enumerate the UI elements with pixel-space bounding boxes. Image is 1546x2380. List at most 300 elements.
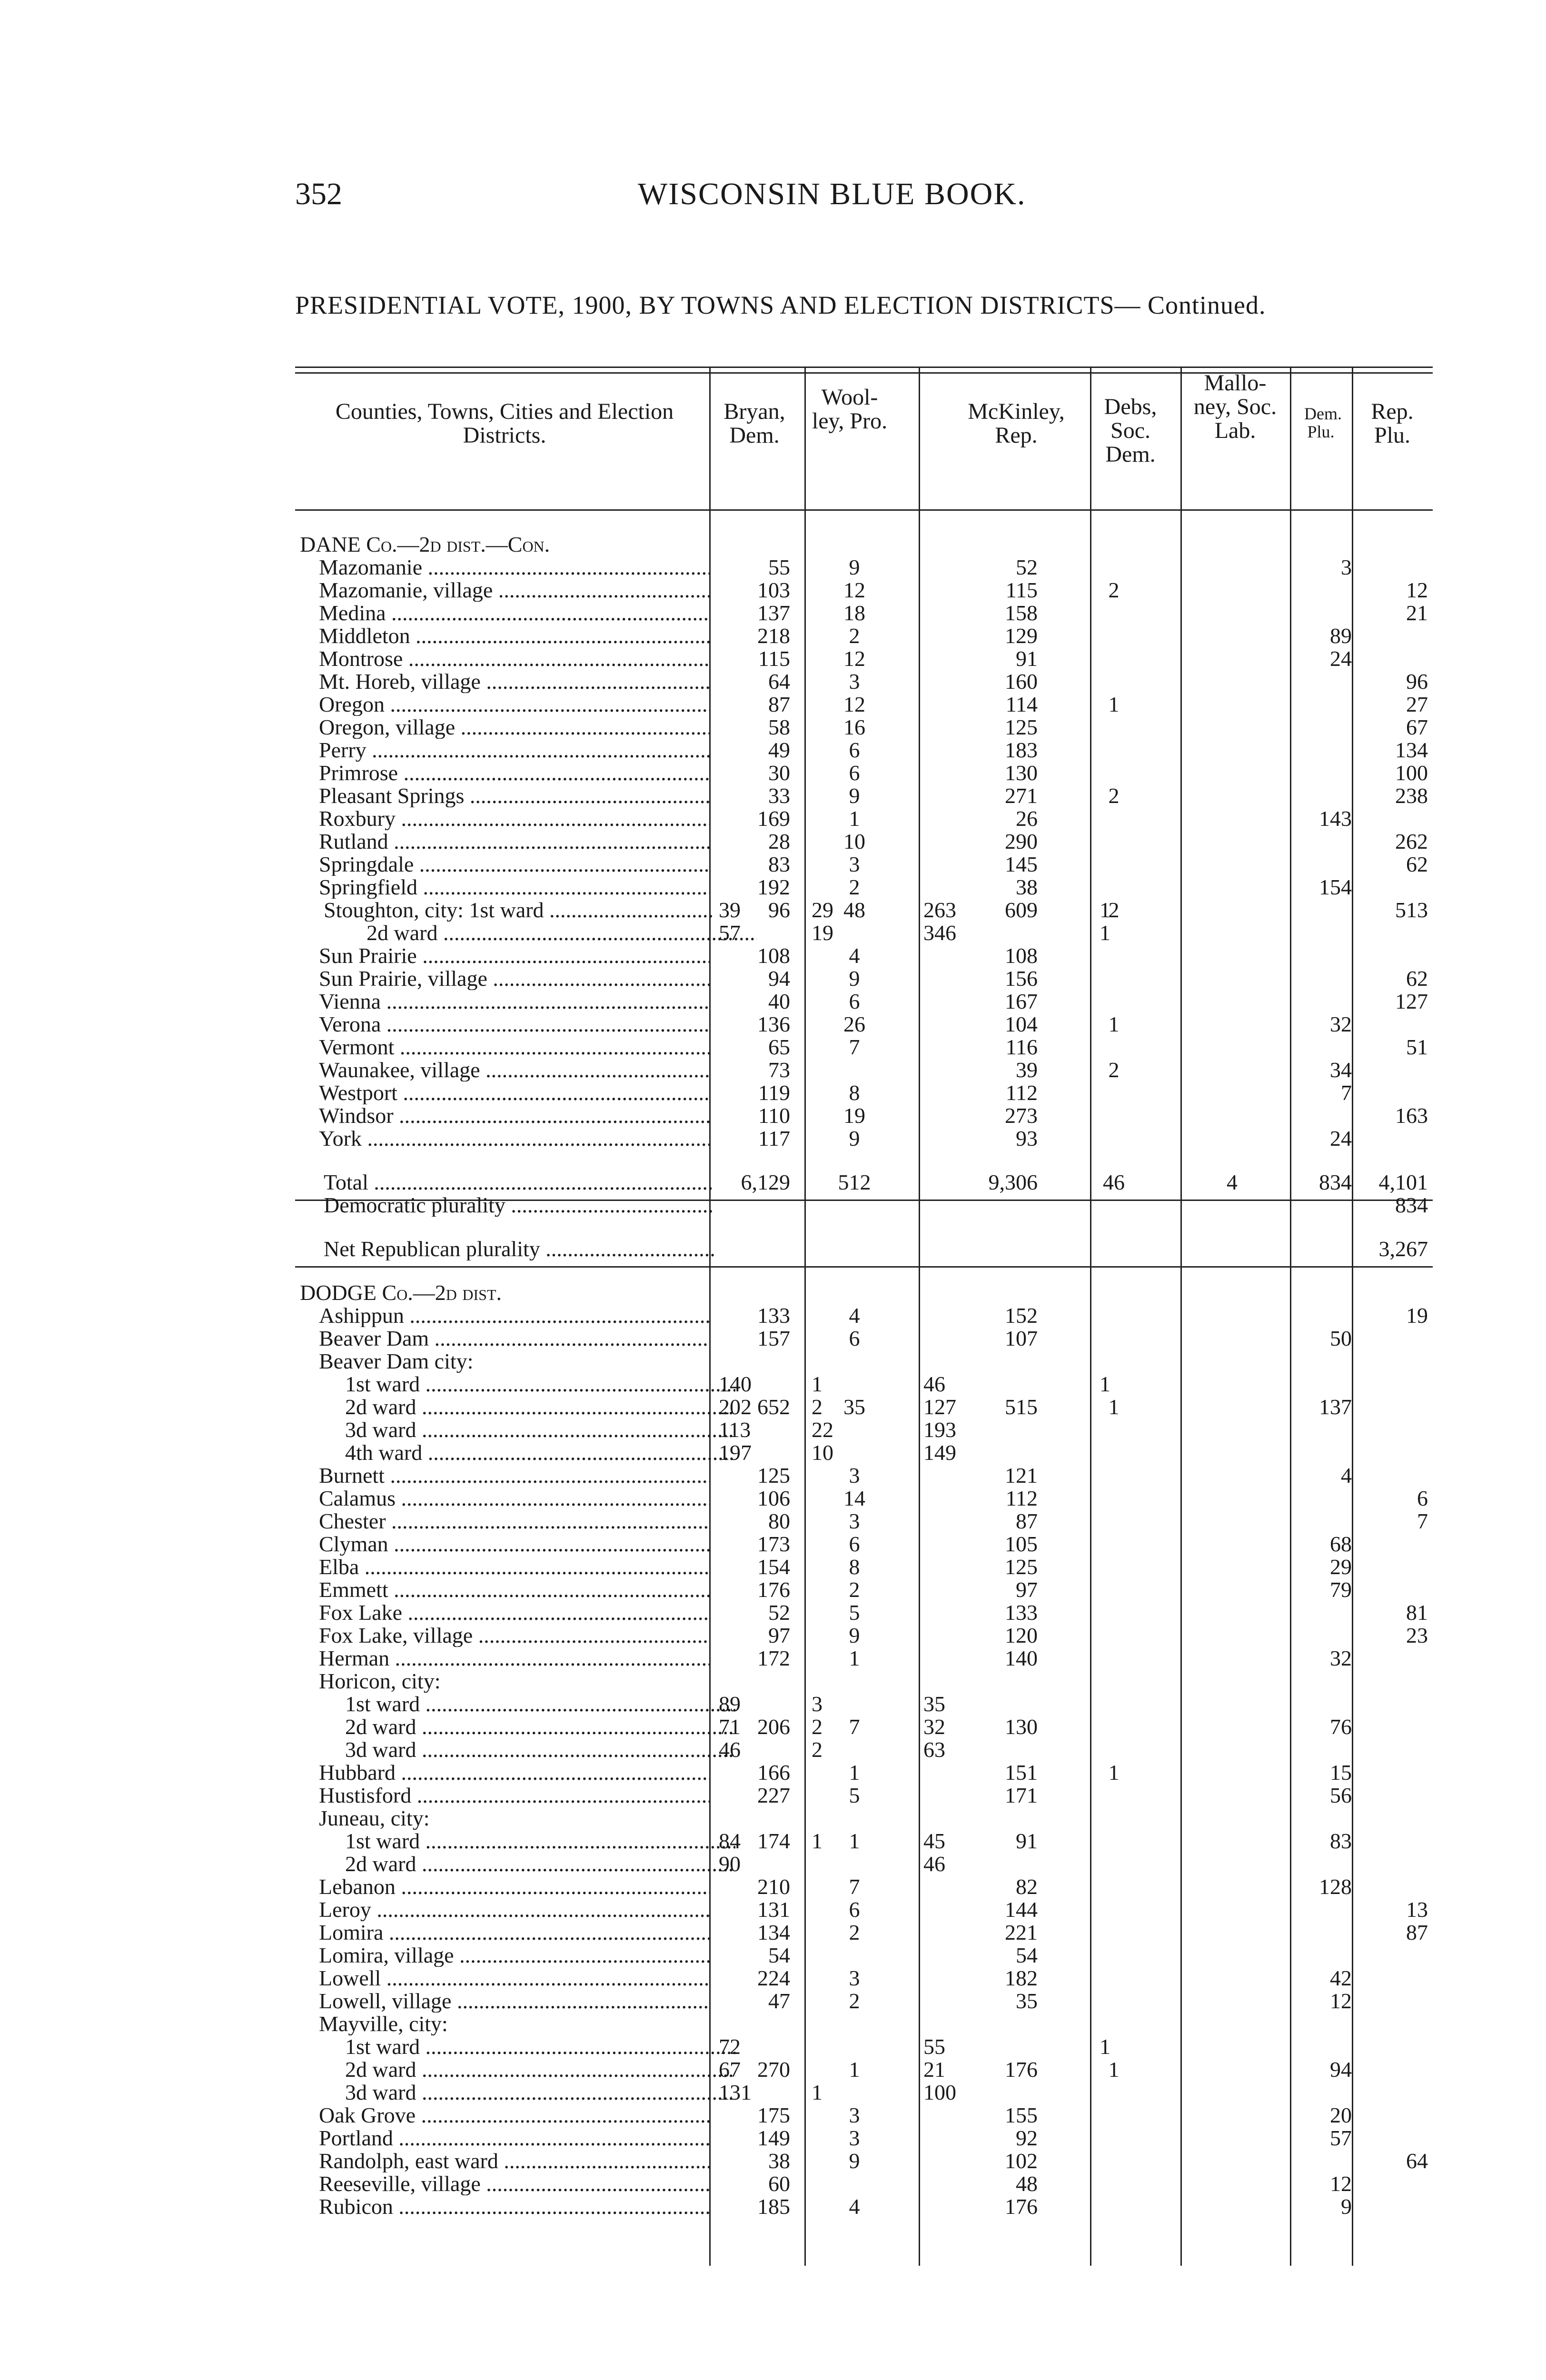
table-row — [295, 2150, 1433, 2172]
cell-bryan: 270 — [757, 2057, 790, 2082]
cell-mckinley: 97 — [1016, 1577, 1038, 1602]
cell-mckinley: 125 — [1005, 1555, 1038, 1579]
table-row — [295, 1830, 1433, 1853]
cell-mckinley: 171 — [1005, 1783, 1038, 1807]
cell-mckinley: 160 — [1005, 669, 1038, 694]
cell-rep: 21 — [1406, 601, 1428, 625]
row-label: Rutland ..... — [319, 830, 709, 853]
ward-subtotal: 57 — [719, 921, 741, 945]
ward-subtotal: 127 — [923, 1395, 956, 1419]
cell-mckinley: 121 — [1005, 1463, 1038, 1488]
cell-mckinley: 151 — [1005, 1760, 1038, 1785]
table-row — [295, 944, 1433, 967]
cell-woolley: 19 — [843, 1103, 865, 1128]
cell-bryan: 33 — [768, 783, 790, 808]
cell-bryan: 40 — [768, 989, 790, 1013]
row-label: Lomira ..... — [319, 1921, 709, 1944]
cell-woolley: 7 — [849, 1035, 860, 1059]
row-label: Pleasant Springs ..... — [319, 784, 709, 807]
table-row — [295, 1670, 1433, 1693]
cell-mckinley: 515 — [1005, 1395, 1038, 1419]
row-label: 4th ward ..... — [345, 1441, 735, 1464]
table-row — [295, 1944, 1433, 1967]
cell-mckinley: 38 — [1016, 875, 1038, 899]
row-label: 1st ward ..... — [345, 1830, 735, 1853]
row-label: Sun Prairie ..... — [319, 944, 709, 967]
table-row — [295, 2081, 1433, 2104]
ward-subtotal: 140 — [719, 1372, 752, 1396]
table-row — [295, 830, 1433, 853]
ward-subtotal: 22 — [812, 1418, 833, 1442]
ward-subtotal: 19 — [812, 921, 833, 945]
cell-bryan: 131 — [757, 1897, 790, 1922]
row-label: 2d ward ..... — [367, 922, 757, 944]
cell-woolley: 26 — [843, 1012, 865, 1036]
table-row — [295, 1784, 1433, 1807]
cell-rep: 513 — [1395, 898, 1428, 922]
table-row — [295, 1853, 1433, 1875]
cell-dem: 94 — [1330, 2057, 1352, 2082]
cell-dem: 57 — [1330, 2126, 1352, 2150]
cell-rep: 96 — [1406, 669, 1428, 694]
cell-dem: 34 — [1330, 1058, 1352, 1082]
cell-woolley: 2 — [849, 875, 860, 899]
cell-mckinley: 82 — [1016, 1874, 1038, 1899]
cell-dem: 12 — [1330, 1989, 1352, 2013]
col-header-rep-plu: Rep. Plu. — [1371, 399, 1414, 448]
cell-woolley: 2 — [849, 1577, 860, 1602]
cell-woolley: 2 — [849, 624, 860, 648]
row-label: Medina ..... — [319, 602, 709, 625]
cell-bryan: 52 — [768, 1600, 790, 1625]
row-label: Montrose ..... — [319, 647, 709, 670]
cell-bryan: 227 — [757, 1783, 790, 1807]
cell-mckinley: 54 — [1016, 1943, 1038, 1967]
cell-debs: 1 — [1108, 1012, 1120, 1036]
table-row — [295, 762, 1433, 784]
table-row — [295, 1738, 1433, 1761]
row-label: Waunakee, village ..... — [319, 1059, 709, 1081]
row-label: 2d ward ..... — [345, 1853, 735, 1875]
cell-bryan: 149 — [757, 2126, 790, 2150]
row-label: Lomira, village ..... — [319, 1944, 709, 1967]
cell-mckinley: 158 — [1005, 601, 1038, 625]
cell-debs: 1 — [1108, 1395, 1120, 1419]
table-row — [295, 625, 1433, 647]
cell-debs: 2 — [1108, 783, 1120, 808]
cell-mckinley: 133 — [1005, 1600, 1038, 1625]
cell-woolley: 5 — [849, 1783, 860, 1807]
row-label: Leroy ..... — [319, 1898, 709, 1921]
cell-bryan: 134 — [757, 1920, 790, 1944]
cell-rep: 51 — [1406, 1035, 1428, 1059]
cell-dem: 15 — [1330, 1760, 1352, 1785]
cell-mckinley: 91 — [1016, 646, 1038, 671]
cell-bryan: 94 — [768, 966, 790, 991]
table-row — [295, 1194, 1433, 1217]
cell-mckinley: 183 — [1005, 738, 1038, 762]
cell-mckinley: 145 — [1005, 852, 1038, 876]
cell-mckinley: 609 — [1005, 898, 1038, 922]
col-header-bryan: Bryan, Dem. — [723, 399, 785, 448]
table-row — [295, 807, 1433, 830]
cell-debs: 2 — [1108, 578, 1120, 602]
row-label: Oregon ..... — [319, 693, 709, 716]
row-label: Primrose ..... — [319, 762, 709, 784]
row-label: Total ..... — [324, 1171, 714, 1194]
cell-rep: 6 — [1417, 1486, 1428, 1510]
ward-subtotal: 1 — [812, 1829, 823, 1853]
table-row — [295, 556, 1433, 579]
cell-bryan: 224 — [757, 1966, 790, 1990]
table-row — [295, 1487, 1433, 1510]
row-label: Vienna ..... — [319, 990, 709, 1013]
table-row — [295, 1281, 1433, 1304]
cell-mckinley: 48 — [1016, 2172, 1038, 2196]
table-title: PRESIDENTIAL VOTE, 1900, BY TOWNS AND ELECTION DISTRICTS— Continued. — [295, 291, 1266, 319]
col-header-debs: Debs, Soc. Dem. — [1104, 394, 1157, 467]
row-label: Beaver Dam city: — [319, 1350, 474, 1373]
col-header-dem-plu: Dem. Plu. — [1304, 404, 1342, 441]
cell-debs: 1 — [1108, 1760, 1120, 1785]
cell-rep: 127 — [1395, 989, 1428, 1013]
row-label: 1st ward ..... — [345, 2035, 735, 2058]
ward-subtotal: 46 — [923, 1852, 945, 1876]
ward-subtotal: 149 — [923, 1440, 956, 1465]
ward-subtotal: 35 — [923, 1692, 945, 1716]
cell-dem: 4 — [1341, 1463, 1352, 1488]
table-row — [295, 739, 1433, 762]
ward-subtotal: 90 — [719, 1852, 741, 1876]
row-label: 2d ward ..... — [345, 1396, 735, 1418]
ward-subtotal: 1 — [812, 1372, 823, 1396]
table-row — [295, 1127, 1433, 1150]
cell-dem: 9 — [1341, 2194, 1352, 2219]
row-label: Horicon, city: — [319, 1670, 441, 1693]
cell-bryan: 28 — [768, 829, 790, 853]
cell-mckinley: 102 — [1005, 2149, 1038, 2173]
cell-woolley: 6 — [849, 1326, 860, 1350]
ward-subtotal: 197 — [719, 1440, 752, 1465]
ward-subtotal: 1 — [1100, 898, 1110, 922]
table-row — [295, 1921, 1433, 1944]
cell-mckinley: 120 — [1005, 1623, 1038, 1647]
table-row — [295, 1990, 1433, 2013]
cell-rep: 64 — [1406, 2149, 1428, 2173]
cell-malloney: 4 — [1227, 1170, 1238, 1194]
cell-woolley: 4 — [849, 1303, 860, 1328]
cell-mckinley: 107 — [1005, 1326, 1038, 1350]
cell-woolley: 5 — [849, 1600, 860, 1625]
cell-bryan: 103 — [757, 578, 790, 602]
cell-woolley: 12 — [843, 578, 865, 602]
cell-mckinley: 176 — [1005, 2194, 1038, 2219]
cell-dem: 32 — [1330, 1012, 1352, 1036]
row-label: Mazomanie ..... — [319, 556, 709, 579]
row-label: Oregon, village ..... — [319, 716, 709, 739]
row-label: Windsor ..... — [319, 1104, 709, 1127]
row-label: Chester ..... — [319, 1510, 709, 1533]
cell-bryan: 47 — [768, 1989, 790, 2013]
row-label: Springdale ..... — [319, 853, 709, 876]
cell-rep: 134 — [1395, 738, 1428, 762]
ward-subtotal: 346 — [923, 921, 956, 945]
cell-rep: 12 — [1406, 578, 1428, 602]
row-label: Calamus ..... — [319, 1487, 709, 1510]
cell-mckinley: 92 — [1016, 2126, 1038, 2150]
table-row — [295, 1624, 1433, 1647]
cell-mckinley: 156 — [1005, 966, 1038, 991]
table-row — [295, 1418, 1433, 1441]
table-row — [295, 1556, 1433, 1578]
cell-woolley: 6 — [849, 1532, 860, 1556]
table-row — [295, 1013, 1433, 1036]
cell-bryan: 96 — [768, 898, 790, 922]
cell-dem: 143 — [1319, 806, 1352, 831]
cell-rep: 62 — [1406, 852, 1428, 876]
table-row — [295, 2013, 1433, 2035]
book-title: WISCONSIN BLUE BOOK. — [638, 177, 1026, 211]
cell-mckinley: 129 — [1005, 624, 1038, 648]
table-row — [295, 1171, 1433, 1194]
cell-woolley: 2 — [849, 1989, 860, 2013]
ward-subtotal: 131 — [719, 2080, 752, 2104]
cell-mckinley: 144 — [1005, 1897, 1038, 1922]
table-row — [295, 1081, 1433, 1104]
ward-subtotal: 55 — [923, 2034, 945, 2059]
row-label: Clyman ..... — [319, 1533, 709, 1556]
cell-woolley: 16 — [843, 715, 865, 739]
cell-woolley: 8 — [849, 1081, 860, 1105]
cell-bryan: 64 — [768, 669, 790, 694]
row-label: Hubbard ..... — [319, 1761, 709, 1784]
table-row — [295, 1238, 1433, 1260]
cell-bryan: 218 — [757, 624, 790, 648]
cell-mckinley: 125 — [1005, 715, 1038, 739]
cell-mckinley: 116 — [1005, 1035, 1038, 1059]
table-row — [295, 579, 1433, 602]
row-label: Fox Lake, village ..... — [319, 1624, 709, 1647]
ward-subtotal: 2 — [812, 1737, 823, 1762]
cell-mckinley: 176 — [1005, 2057, 1038, 2082]
cell-debs: 2 — [1108, 1058, 1120, 1082]
cell-woolley: 3 — [849, 2126, 860, 2150]
cell-dem: 12 — [1330, 2172, 1352, 2196]
cell-woolley: 48 — [843, 898, 865, 922]
cell-bryan: 80 — [768, 1509, 790, 1533]
row-label: Democratic plurality ..... — [324, 1194, 714, 1217]
table-row — [295, 1693, 1433, 1716]
cell-bryan: 83 — [768, 852, 790, 876]
cell-dem: 24 — [1330, 1126, 1352, 1150]
cell-mckinley: 221 — [1005, 1920, 1038, 1944]
cell-bryan: 172 — [757, 1646, 790, 1670]
cell-dem: 68 — [1330, 1532, 1352, 1556]
table-row — [295, 853, 1433, 876]
cell-woolley: 9 — [849, 966, 860, 991]
cell-bryan: 115 — [758, 646, 790, 671]
cell-rep: 262 — [1395, 829, 1428, 853]
table-row — [295, 1441, 1433, 1464]
row-label: Springfield ..... — [319, 876, 709, 899]
cell-bryan: 73 — [768, 1058, 790, 1082]
cell-mckinley: 87 — [1016, 1509, 1038, 1533]
row-label: Middleton ..... — [319, 625, 709, 647]
cell-rep: 62 — [1406, 966, 1428, 991]
cell-dem: 7 — [1341, 1081, 1352, 1105]
cell-woolley: 6 — [849, 738, 860, 762]
row-label: DANE Co.—2d dist.—Con. — [300, 533, 550, 556]
cell-woolley: 4 — [849, 943, 860, 968]
cell-mckinley: 9,306 — [988, 1170, 1038, 1194]
row-label: Burnett ..... — [319, 1464, 709, 1487]
row-label: Randolph, east ward ..... — [319, 2150, 709, 2172]
cell-mckinley: 93 — [1016, 1126, 1038, 1150]
ward-subtotal: 71 — [719, 1715, 741, 1739]
cell-mckinley: 26 — [1016, 806, 1038, 831]
table-row — [295, 1716, 1433, 1738]
row-label: Rubicon ..... — [319, 2195, 709, 2218]
cell-woolley: 3 — [849, 852, 860, 876]
cell-woolley: 9 — [849, 555, 860, 579]
cell-woolley: 14 — [843, 1486, 865, 1510]
cell-rep: 13 — [1406, 1897, 1428, 1922]
cell-rep: 81 — [1406, 1600, 1428, 1625]
table-row — [295, 1647, 1433, 1670]
cell-dem: 834 — [1319, 1170, 1352, 1194]
table-row — [295, 1578, 1433, 1601]
ward-subtotal: 84 — [719, 1829, 741, 1853]
row-label: 2d ward ..... — [345, 2058, 735, 2081]
cell-woolley: 6 — [849, 1897, 860, 1922]
col-header-mckinley: McKinley, Rep. — [968, 399, 1065, 448]
cell-bryan: 174 — [757, 1829, 790, 1853]
row-label: Fox Lake ..... — [319, 1601, 709, 1624]
cell-dem: 42 — [1330, 1966, 1352, 1990]
table-row — [295, 670, 1433, 693]
cell-mckinley: 104 — [1005, 1012, 1038, 1036]
cell-woolley: 1 — [849, 1760, 860, 1785]
ward-subtotal: 3 — [812, 1692, 823, 1716]
cell-mckinley: 52 — [1016, 555, 1038, 579]
cell-bryan: 87 — [768, 692, 790, 716]
cell-woolley: 9 — [849, 783, 860, 808]
row-label: Vermont ..... — [319, 1036, 709, 1059]
table-row — [295, 1104, 1433, 1127]
table-row — [295, 1510, 1433, 1533]
ward-subtotal: 113 — [719, 1418, 751, 1442]
cell-rep: 834 — [1395, 1193, 1428, 1217]
cell-dem: 50 — [1330, 1326, 1352, 1350]
cell-woolley: 1 — [849, 806, 860, 831]
table-row — [295, 2058, 1433, 2081]
cell-bryan: 97 — [768, 1623, 790, 1647]
section-rule — [295, 1266, 1433, 1268]
row-label: Elba ..... — [319, 1556, 709, 1578]
cell-woolley: 3 — [849, 1509, 860, 1533]
table-row — [295, 1373, 1433, 1396]
table-row — [295, 922, 1433, 944]
cell-mckinley: 140 — [1005, 1646, 1038, 1670]
table-row — [295, 1967, 1433, 1990]
cell-mckinley: 130 — [1005, 1715, 1038, 1739]
cell-mckinley: 290 — [1005, 829, 1038, 853]
ward-subtotal: 32 — [923, 1715, 945, 1739]
row-label: Mazomanie, village ..... — [319, 579, 709, 602]
cell-bryan: 210 — [757, 1874, 790, 1899]
cell-debs: 46 — [1103, 1170, 1125, 1194]
ward-subtotal: 1 — [812, 2080, 823, 2104]
ward-subtotal: 1 — [1100, 1372, 1110, 1396]
cell-mckinley: 108 — [1005, 943, 1038, 968]
cell-bryan: 652 — [757, 1395, 790, 1419]
cell-mckinley: 273 — [1005, 1103, 1038, 1128]
cell-mckinley: 130 — [1005, 761, 1038, 785]
row-label: Westport ..... — [319, 1081, 709, 1104]
cell-bryan: 108 — [757, 943, 790, 968]
ward-subtotal: 202 — [719, 1395, 752, 1419]
cell-rep: 87 — [1406, 1920, 1428, 1944]
page-header — [295, 176, 1437, 219]
row-label: Oak Grove ..... — [319, 2104, 709, 2127]
cell-rep: 4,101 — [1378, 1170, 1428, 1194]
row-label: Lowell, village ..... — [319, 1990, 709, 2013]
cell-bryan: 65 — [768, 1035, 790, 1059]
ward-subtotal: 100 — [923, 2080, 956, 2104]
table-row — [295, 2035, 1433, 2058]
cell-woolley: 512 — [838, 1170, 871, 1194]
cell-dem: 3 — [1341, 555, 1352, 579]
row-label: Hustisford ..... — [319, 1784, 709, 1807]
cell-rep: 7 — [1417, 1509, 1428, 1533]
row-label: 2d ward ..... — [345, 1716, 735, 1738]
cell-bryan: 54 — [768, 1943, 790, 1967]
cell-dem: 128 — [1319, 1874, 1352, 1899]
cell-bryan: 206 — [757, 1715, 790, 1739]
cell-woolley: 35 — [843, 1395, 865, 1419]
ward-subtotal: 193 — [923, 1418, 956, 1442]
cell-woolley: 10 — [843, 829, 865, 853]
cell-woolley: 7 — [849, 1874, 860, 1899]
cell-mckinley: 271 — [1005, 783, 1038, 808]
cell-bryan: 133 — [757, 1303, 790, 1328]
cell-dem: 56 — [1330, 1783, 1352, 1807]
cell-bryan: 55 — [768, 555, 790, 579]
cell-woolley: 1 — [849, 1829, 860, 1853]
cell-rep: 100 — [1395, 761, 1428, 785]
cell-woolley: 9 — [849, 2149, 860, 2173]
cell-dem: 24 — [1330, 646, 1352, 671]
table-row — [295, 1875, 1433, 1898]
cell-woolley: 3 — [849, 2103, 860, 2127]
cell-bryan: 136 — [757, 1012, 790, 1036]
row-label: 3d ward ..... — [345, 1418, 735, 1441]
table-row — [295, 967, 1433, 990]
row-label: Mt. Horeb, village ..... — [319, 670, 709, 693]
cell-rep: 67 — [1406, 715, 1428, 739]
ward-subtotal: 21 — [923, 2057, 945, 2082]
table-row — [295, 647, 1433, 670]
ward-subtotal: 263 — [923, 898, 956, 922]
table-row — [295, 1036, 1433, 1059]
table-row — [295, 602, 1433, 625]
cell-bryan: 137 — [757, 601, 790, 625]
table-row — [295, 990, 1433, 1013]
cell-woolley: 3 — [849, 1463, 860, 1488]
cell-dem: 76 — [1330, 1715, 1352, 1739]
page-number: 352 — [295, 177, 342, 211]
cell-bryan: 157 — [757, 1326, 790, 1350]
